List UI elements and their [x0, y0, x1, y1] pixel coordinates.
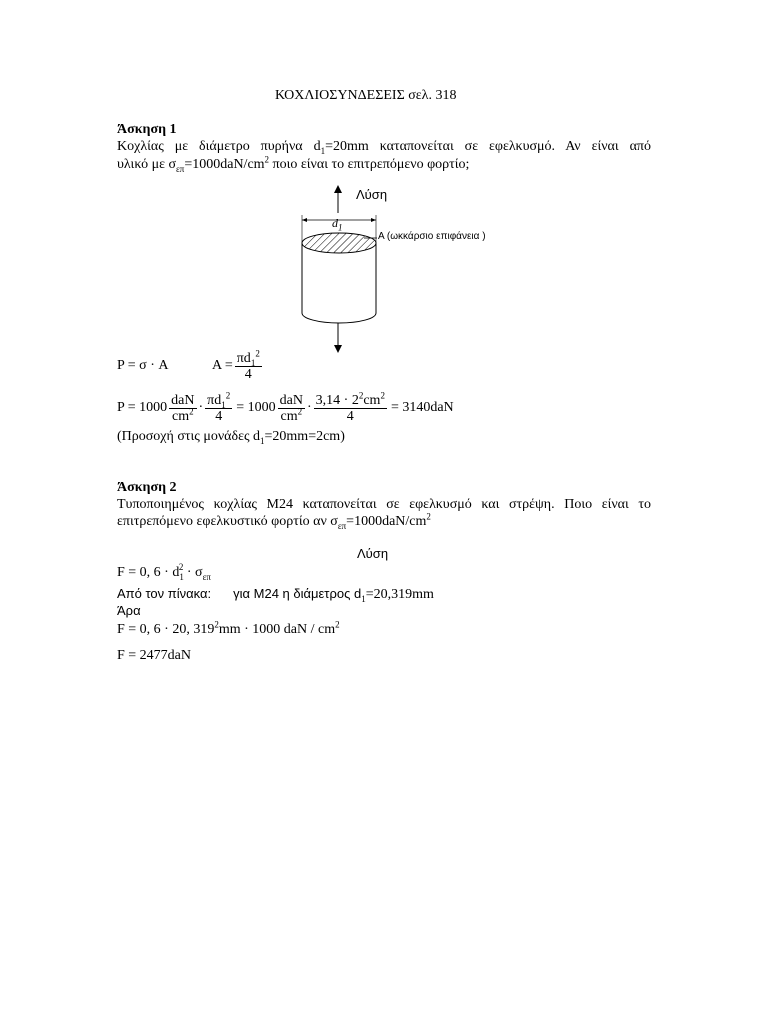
exercise-1-heading: Άσκηση 1 [117, 122, 177, 137]
equation-f-result: F = 2477daN [117, 648, 192, 663]
exercise-1-line-1: Κοχλίας με διάμετρο πυρήνα $d_1=20mm$ καταπονείται σε εφελκυσμό. Αν είναι από [117, 139, 651, 156]
equation-f-formula: F = 0, $6 \cdot d_1^2 \cdot \sigma_{\varepsilon\pi}$ [117, 562, 211, 582]
exercise-2-solution-label: Λύση [357, 546, 389, 561]
hatched-cross-section [302, 233, 376, 253]
table-lookup-line: Από τον πίνακα: για Μ24 η διάμετρος $d_1=20,319mm$ [117, 586, 434, 604]
equation-force-area: P = σ · A A = $\frac{\pi d_1^2}{4}$ [117, 347, 260, 382]
exercise-2-heading: Άσκηση 2 [117, 480, 177, 495]
therefore-label: Άρα [117, 603, 141, 618]
units-note: (Προσοχή στις μονάδες $d_1=20mm=2cm$) [117, 429, 345, 446]
page-title: ΚΟΧΛΙΟΣΥΝΔΕΣΕΙΣ σελ. 318 [275, 88, 457, 103]
equation-f-substitution: F = 0, 6 · 20, $319^2mm \cdot 1000$ daN / $cm^2$ [117, 619, 340, 637]
area-label: A (ωκκάρσιο επιφάνεια ) [378, 231, 486, 242]
exercise-1-line-2: υλικό με $\sigma_{\varepsilon\pi}=1000daN/cm^2$ ποιο είναι το επιτρεπόμενο φορτίο; [117, 154, 470, 174]
exercise-2-line-2: επιτρεπόμενο εφελκυστικό φορτίο αν $\sigma_{\varepsilon\pi}=1000daN/cm^2$ [117, 511, 431, 531]
exercise-1-solution-label: Λύση [356, 187, 388, 202]
cylinder-diagram [290, 183, 490, 363]
equation-force-calculation: P = 1000 $\frac{\text{daN}}{cm^2}$ · $\frac{\pi d_1^2}{4}$ = 1000 $\frac{\text{daN}}{cm^2}$ · $\frac{3,14 \cdot 2^2cm^2}{4}$ = 3140daN [117, 389, 454, 424]
exercise-2-line-1: Τυποποιημένος κοχλίας Μ24 καταπονείται σε εφελκυσμό και στρέψη. Ποιο είναι το [117, 497, 651, 512]
diameter-label: $d_1$ [332, 216, 343, 233]
